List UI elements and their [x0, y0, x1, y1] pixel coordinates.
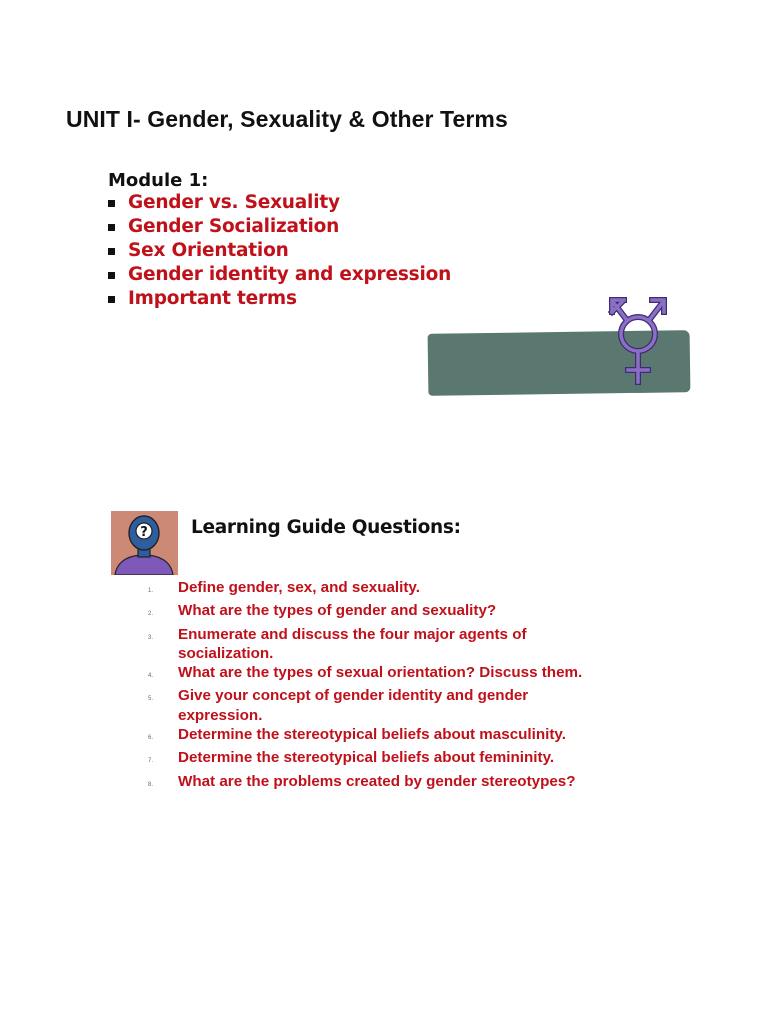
question-text: What are the types of gender and sexuality? [178, 602, 497, 620]
list-marker: 7. [148, 758, 154, 765]
list-marker: 4. [148, 673, 154, 680]
question-text: Determine the stereotypical beliefs about femininity. [178, 749, 555, 767]
question-text: Define gender, sex, and sexuality. [178, 579, 420, 596]
unit-title: UNIT I- Gender, Sexuality & Other Terms [66, 106, 508, 132]
transgender-symbol-icon [600, 292, 676, 388]
list-marker: 2. [148, 611, 154, 618]
question-text: Determine the stereotypical beliefs about masculinity. [178, 726, 566, 744]
question-text: Give your concept of gender identity and gender expression. [178, 687, 529, 724]
list-marker: 6. [148, 735, 154, 742]
topic-item [108, 287, 451, 311]
list-item [148, 748, 648, 771]
question-text: What are the problems created by gender stereotypes? [178, 772, 576, 790]
list-item [148, 625, 648, 664]
learning-guide-title: Learning Guide Questions: [191, 517, 461, 538]
module-heading: Module 1: [108, 170, 209, 191]
learning-guide-question-list [148, 578, 648, 795]
topic-item [108, 191, 451, 215]
list-item [148, 772, 648, 795]
square-bullet-icon [108, 296, 115, 303]
topic-label: Important terms [128, 288, 297, 309]
svg-text:?: ? [140, 525, 148, 540]
list-marker: 1. [148, 588, 154, 594]
list-item [148, 725, 648, 748]
list-item [148, 663, 648, 686]
square-bullet-icon [108, 224, 115, 231]
topic-label: Sex Orientation [128, 240, 289, 261]
topic-label: Gender identity and expression [128, 264, 452, 285]
topic-label: Gender Socialization [128, 216, 340, 237]
question-text: Enumerate and discuss the four major agents of socialization. [178, 625, 527, 662]
list-item [148, 601, 648, 624]
square-bullet-icon [108, 248, 115, 255]
topic-item [108, 263, 451, 287]
list-marker: 8. [148, 781, 154, 788]
list-item [148, 578, 648, 601]
topic-label: Gender vs. Sexuality [128, 192, 340, 213]
module-topic-list [108, 191, 451, 311]
topic-item [108, 239, 451, 263]
avatar [111, 511, 178, 575]
list-item [148, 686, 648, 725]
person-question-icon [111, 511, 178, 575]
list-marker: 5. [148, 696, 154, 703]
question-text: What are the types of sexual orientation? Discuss them. [178, 664, 583, 682]
square-bullet-icon [108, 272, 115, 279]
list-marker: 3. [148, 634, 154, 641]
square-bullet-icon [108, 200, 115, 207]
topic-item [108, 215, 451, 239]
